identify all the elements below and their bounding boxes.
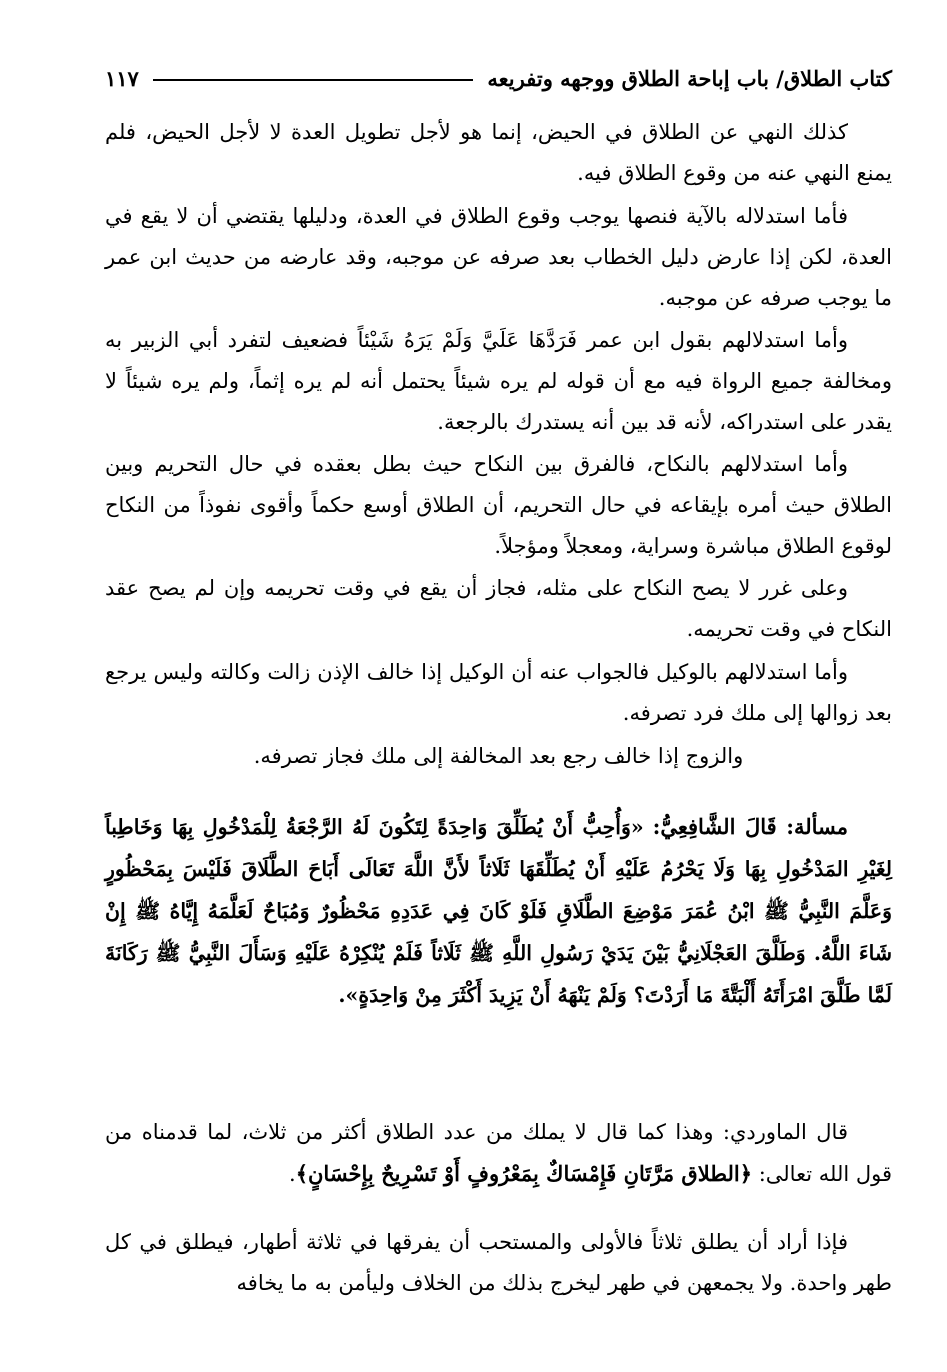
page-number: ١١٧ xyxy=(105,65,139,91)
quran-verse: ﴿الطلاق مَرَّتَانِ فَإِمْسَاكٌ بِمَعْرُوفٍ أَوْ تَسْرِيحٌ بِإِحْسَانٍ﴾ xyxy=(295,1161,753,1186)
masala-label: مسألة: قَالَ الشَّافِعِيُّ: xyxy=(652,814,848,839)
running-title: كتاب الطلاق/ باب إباحة الطلاق ووجهه وتفريعه xyxy=(487,65,892,91)
masala-block xyxy=(105,806,892,1016)
paragraph-1: كذلك النهي عن الطلاق في الحيض، إنما هو لأجل تطويل العدة لا لأجل الحيض، فلم يمنع النهي عنه من وقوع الطلاق فيه. xyxy=(105,120,892,185)
paragraph-6: وأما استدلالهم بالوكيل فالجواب عنه أن الوكيل إذا خالف الإذن زالت وكالته وليس يرجع بعد زوالها إلى ملك فرد تصرفه. xyxy=(105,660,892,725)
header-rule xyxy=(153,79,474,81)
paragraph-4: وأما استدلالهم بالنكاح، فالفرق بين النكاح حيث بطل بعقده في حال التحريم وبين الطلاق حيث أمره بإيقاعه في حال التحريم، أن الطلاق أوسع حكماً وأقوى نفوذاً من النكاح لوقوع الطلاق مباشرة وسراية، ومعجلاً ومؤجلاً. xyxy=(105,452,892,558)
mawardi-paragraph xyxy=(105,1112,892,1195)
paragraph-2: فأما استدلاله بالآية فنصها يوجب وقوع الطلاق في العدة، ودليلها يقتضي أن لا يقع في العدة، لكن إذا عارض دليل الخطاب بعد صرفه عن موجبه، وقد عارضه من حديث ابن عمر ما يوجب صرفه عن موجبه. xyxy=(105,204,892,310)
masala-text: «وَأُحِبُّ أَنْ يُطَلِّقَ وَاحِدَةً لِتَكُونَ لَهُ الرَّجْعَةُ لِلْمَدْخُولِ بِهَا وَخَاطِباً لِغَيْرِ المَدْخُولِ بِهَا وَلَا يَحْرُمُ عَلَيْهِ أَنْ يُطَلِّقَهَا ثَلَاثاً لأَنَّ اللَّهَ تَعَالَى أَبَاحَ الطَّلَاقَ فَلَيْسَ بِمَحْظُورٍ وَعَلَّمَ النَّبِيُّ ﷺ ابْنُ عُمَرَ مَوْضِعَ الطَّلَاقِ فَلَوْ كَانَ فِي عَدَدِهِ مَحْظُورٌ وَمُبَاحٌ لَعَلَّمَهُ إِيَّاهُ ﷺ إِنْ شَاءَ اللَّهُ. وَطَلَّقَ العَجْلَانِيُّ بَيْنَ يَدَيْ رَسُولِ اللَّهِ ﷺ ثَلَاثاً فَلَمْ يُنْكِرْهُ عَلَيْهِ وَسَأَلَ النَّبِيُّ ﷺ رَكَانَةَ لَمَّا طَلَّقَ امْرَأَتَهُ أَلْبَتَّةَ مَا أَرَدْتَ؟ وَلَمْ يَنْهَهُ أَنْ يَزِيدَ أَكْثَرَ مِنْ وَاحِدَةٍ». xyxy=(105,815,892,1007)
mawardi-end: . xyxy=(289,1162,296,1186)
paragraph-3: وأما استدلالهم بقول ابن عمر فَرَدَّهَا عَلَيَّ وَلَمْ يَرَهُ شَيْئاً فضعيف لتفرد أبي الزبير به ومخالفة جميع الرواة فيه مع أن قوله لم يره شيئاً يحتمل أنه لم يره إثماً، ولم يره شيئاً لا يقدر على استدراكه، لأنه قد بين أنه يستدرك بالرجعة. xyxy=(105,328,892,434)
page-header xyxy=(105,62,892,94)
final-paragraph: فإذا أراد أن يطلق ثلاثاً فالأولى والمستحب أن يفرقها في ثلاثة أطهار، فيطلق في كل طهر واحدة. ولا يجمعهن في طهر ليخرج بذلك من الخلاف وليأمن به ما يخافه xyxy=(105,1230,892,1295)
paragraph-5: وعلى غرر لا يصح النكاح على مثله، فجاز أن يقع في وقت تحريمه وإن لم يصح عقد النكاح في وقت تحريمه. xyxy=(105,576,892,641)
paragraph-7: والزوج إذا خالف رجع بعد المخالفة إلى ملك فجاز تصرفه. xyxy=(253,744,744,768)
mawardi-text: قال الماوردي: وهذا كما قال لا يملك من عدد الطلاق أكثر من ثلاث، لما قدمناه من قول الله تعالى: xyxy=(105,1120,892,1186)
